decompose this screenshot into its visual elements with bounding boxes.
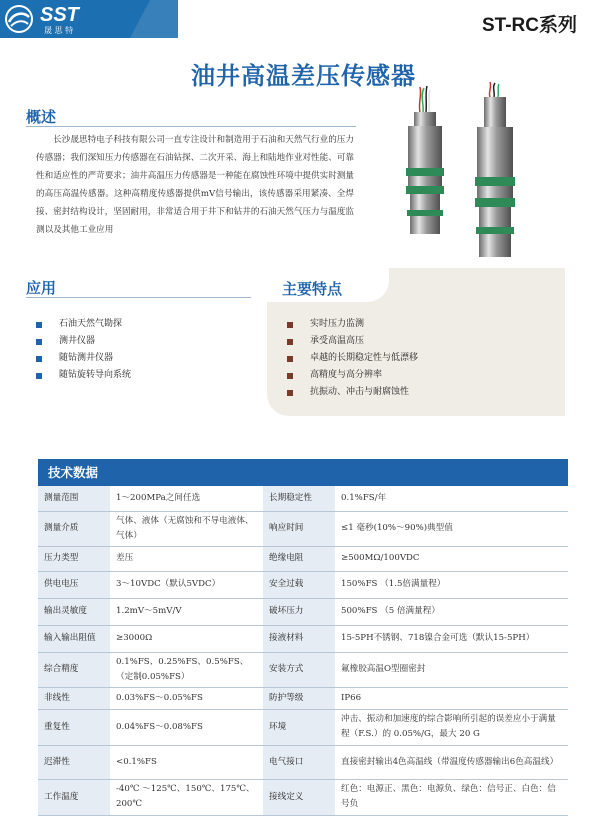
bullet-icon <box>287 390 293 396</box>
bullet-icon <box>287 322 293 328</box>
list-item: 卓越的长期稳定性与低漂移 <box>287 350 418 367</box>
list-item: 承受高温高压 <box>287 333 418 350</box>
bullet-icon <box>36 356 42 362</box>
spec-table-section <box>38 459 568 816</box>
features-heading: 主要特点 <box>282 280 343 298</box>
logo <box>0 0 178 38</box>
logo-emblem-icon <box>6 6 32 32</box>
applications-heading: 应用 <box>26 279 57 297</box>
bullet-icon <box>287 356 293 362</box>
overview-heading: 概述 <box>26 108 57 126</box>
table-row: 供电电压 3～10VDC（默认5VDC） 安全过载 150%FS （1.5倍满量程） <box>38 571 568 598</box>
table-row: 压力类型 差压 绝缘电阻 ≥500MΩ/100VDC <box>38 546 568 571</box>
logo-text: SST <box>40 4 79 26</box>
list-item: 抗振动、冲击与耐腐蚀性 <box>287 384 418 401</box>
product-image <box>380 82 550 267</box>
table-row: 测量介质 气体、液体（无腐蚀和不导电液体、气体） 响应时间 ≤1 毫秒(10%～90%)典型值 <box>38 511 568 546</box>
features-list <box>287 316 418 401</box>
applications-divider <box>26 297 251 298</box>
page-title: 油井高温差压传感器 <box>191 62 416 90</box>
list-item: 高精度与高分辨率 <box>287 367 418 384</box>
table-row: 重复性 0.04%FS～0.08%FS 环境 冲击、振动和加速度的综合影响所引起的误差应小于满量程（F.S.）的 0.05%/G，最大 20 G <box>38 709 568 745</box>
table-row: 输入输出阻值 ≥3000Ω 接液材料 15-5PH不锈钢、718镍合金可选（默认15-5PH） <box>38 625 568 652</box>
table-row: 迟滞性 <0.1%FS 电气接口 直接密封输出4色高温线（带温度传感器输出6色高温线） <box>38 745 568 779</box>
table-row: 测量范围 1～200MPa之间任选 长期稳定性 0.1%FS/年 <box>38 486 568 511</box>
bullet-icon <box>36 373 42 379</box>
list-item: 石油天然气勘探 <box>36 316 131 333</box>
table-row: 非线性 0.03%FS～0.05%FS 防护等级 IP66 <box>38 687 568 709</box>
overview-divider <box>26 126 356 127</box>
series-label: ST-RC系列 <box>481 15 577 36</box>
bullet-icon <box>36 339 42 345</box>
list-item: 随钻测井仪器 <box>36 350 131 367</box>
list-item: 随钻旋转导向系统 <box>36 367 131 384</box>
table-row: 综合精度 0.1%FS、0.25%FS、0.5%FS、（定制0.05%FS） 安装方式 氟橡胶高温O型圈密封 <box>38 652 568 687</box>
spec-heading: 技术数据 <box>38 459 568 486</box>
bullet-icon <box>287 339 293 345</box>
spec-table <box>38 486 568 816</box>
bullet-icon <box>36 322 42 328</box>
logo-subtext: 晟 思 特 <box>44 26 74 35</box>
table-row: 工作温度 -40℃ ～125℃、150℃、175℃、200℃ 接线定义 红色：电源正、黑色：电源负、绿色：信号正、白色：信号负 <box>38 779 568 815</box>
bullet-icon <box>287 373 293 379</box>
list-item: 实时压力监测 <box>287 316 418 333</box>
applications-list <box>36 316 131 384</box>
overview-text: 长沙晟思特电子科技有限公司一直专注设计和制造用于石油和天然气行业的压力传感器；我们深知压力传感器在石油钻探、二次开采、海上和陆地作业对性能、可靠性和适应性的严苛要求；油井高温压力传感器是一种能在腐蚀性环境中提供实时测量的高压高温传感器。这种高精度传感器提供mV信号输出，该传感器采用紧凑、全焊接、密封结构设计，坚固耐用，非常适合用于井下和钻井的石油天然气压力与温度监测以及其他工业应用 <box>36 135 354 236</box>
table-row: 输出灵敏度 1.2mV～5mV/V 破坏压力 500%FS （5 倍满量程） <box>38 598 568 625</box>
list-item: 测井仪器 <box>36 333 131 350</box>
